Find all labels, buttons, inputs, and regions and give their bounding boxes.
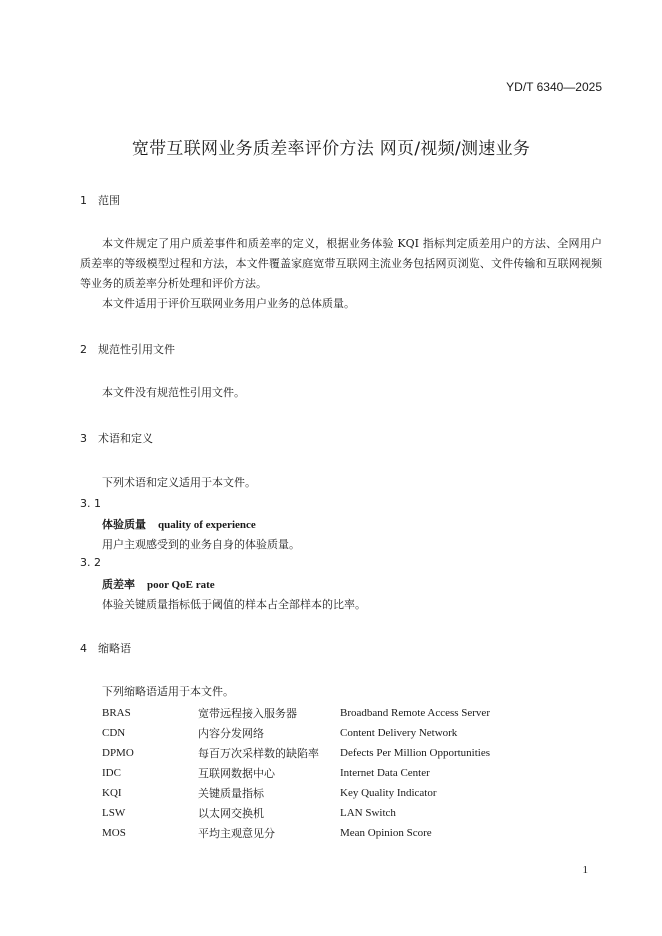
section-title: 术语和定义 xyxy=(98,432,153,445)
term-english: quality of experience xyxy=(158,519,256,531)
abbr-english-cell: Key Quality Indicator xyxy=(340,787,437,799)
section-heading-scope xyxy=(80,192,120,208)
abbr-english-cell: Defects Per Million Opportunities xyxy=(340,747,491,759)
clause-number-3-1: 3. 1 xyxy=(80,497,101,510)
section-heading-abbreviations xyxy=(80,640,131,656)
abbr-chinese-cell: 平均主观意见分 xyxy=(198,827,275,840)
term-entry-qoe xyxy=(102,516,256,532)
section-number: 4 xyxy=(80,642,87,655)
section-heading-terms xyxy=(80,430,153,446)
abbr-chinese-cell: 每百万次采样数的缺陷率 xyxy=(198,747,319,760)
abbr-cell: BRAS xyxy=(102,707,131,719)
abbr-cell: KQI xyxy=(102,787,122,799)
table-row xyxy=(102,723,490,743)
term-english: poor QoE rate xyxy=(147,579,215,591)
abbreviations-intro: 下列缩略语适用于本文件。 xyxy=(102,685,234,698)
abbr-chinese-cell: 宽带远程接入服务器 xyxy=(198,707,297,720)
table-row xyxy=(102,743,490,763)
section-title: 缩略语 xyxy=(98,642,131,655)
section-heading-normative-references xyxy=(80,341,175,357)
abbr-chinese-cell: 关键质量指标 xyxy=(198,787,264,800)
abbr-chinese-cell: 内容分发网络 xyxy=(198,727,264,740)
section-title: 范围 xyxy=(98,194,120,207)
abbr-cell: LSW xyxy=(102,807,126,819)
table-row xyxy=(102,803,490,823)
abbr-cell: IDC xyxy=(102,767,121,779)
page-number: 1 xyxy=(582,864,588,876)
table-row xyxy=(102,783,490,803)
section-number: 3 xyxy=(80,432,87,445)
table-row xyxy=(102,763,490,783)
section-number: 1 xyxy=(80,194,87,207)
section-number: 2 xyxy=(80,343,87,356)
term-chinese: 体验质量 xyxy=(102,518,146,531)
abbreviations-table xyxy=(102,703,490,843)
abbr-english-cell: LAN Switch xyxy=(340,807,396,819)
references-paragraph: 本文件没有规范性引用文件。 xyxy=(102,386,245,399)
terms-intro: 下列术语和定义适用于本文件。 xyxy=(102,476,256,489)
table-row xyxy=(102,703,490,723)
table-row xyxy=(102,823,490,843)
section-title: 规范性引用文件 xyxy=(98,343,175,356)
abbr-chinese-cell: 互联网数据中心 xyxy=(198,767,275,780)
abbr-cell: DPMO xyxy=(102,747,134,759)
page-title: 宽带互联网业务质差率评价方法 网页/视频/测速业务 xyxy=(131,139,531,159)
abbr-chinese-cell: 以太网交换机 xyxy=(198,807,264,820)
scope-paragraph-1: 本文件规定了用户质差事件和质差率的定义，根据业务体验 KQI 指标判定质差用户的方法、全网用户质差率的等级模型过程和方法，本文件覆盖家庭宽带互联网主流业务包括网页浏览、文件传输和互联网视频等业务的质差率分析处理和评价方法。 xyxy=(80,237,602,290)
scope-paragraph-2: 本文件适用于评价互联网业务用户业务的总体质量。 xyxy=(102,297,355,310)
abbr-english-cell: Mean Opinion Score xyxy=(340,827,432,839)
abbr-english-cell: Internet Data Center xyxy=(340,767,430,779)
abbr-english-cell: Content Delivery Network xyxy=(340,727,458,739)
document-code: YD/T 6340—2025 xyxy=(506,80,602,94)
abbr-english-cell: Broadband Remote Access Server xyxy=(340,707,490,719)
abbr-cell: MOS xyxy=(102,827,126,839)
clause-number-3-2: 3. 2 xyxy=(80,556,101,569)
abbr-cell: CDN xyxy=(102,727,126,739)
term-chinese: 质差率 xyxy=(102,578,135,591)
term-entry-poor-qoe-rate xyxy=(102,576,215,592)
term-definition-qoe: 用户主观感受到的业务自身的体验质量。 xyxy=(102,538,300,551)
term-definition-poor-qoe-rate: 体验关键质量指标低于阈值的样本占全部样本的比率。 xyxy=(102,598,366,611)
